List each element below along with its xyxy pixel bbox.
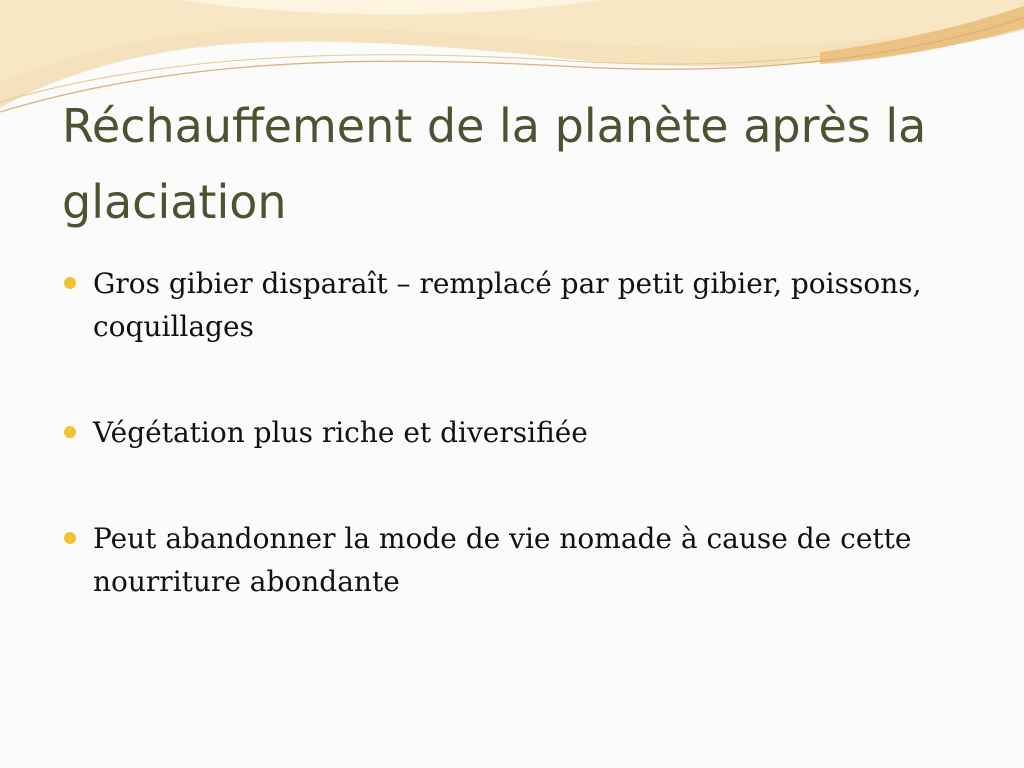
bullet-item <box>62 262 962 348</box>
bullet-item <box>62 517 962 603</box>
bullet-list <box>62 262 962 603</box>
slide-title: Réchauffement de la planète après la glaciation <box>62 99 927 229</box>
bullet-dot-icon <box>64 277 76 289</box>
bullet-text: Gros gibier disparaît – remplacé par petit gibier, poissons, coquillages <box>93 267 922 343</box>
bullet-dot-icon <box>64 426 76 438</box>
bullet-text: Peut abandonner la mode de vie nomade à cause de cette nourriture abondante <box>93 522 912 598</box>
bullet-dot-icon <box>64 532 76 544</box>
bullet-text: Végétation plus riche et diversifiée <box>93 416 588 449</box>
bullet-item <box>62 411 962 454</box>
